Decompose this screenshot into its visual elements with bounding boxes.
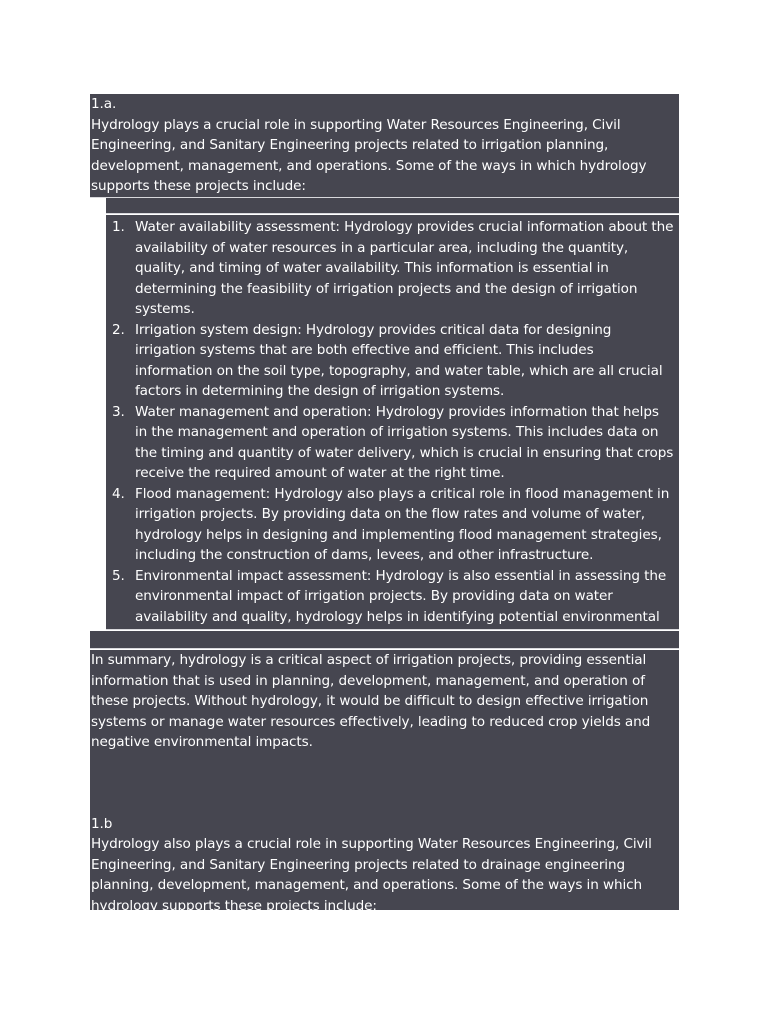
list-item-number: 3.: [112, 403, 125, 420]
list-item: [106, 484, 675, 566]
list-item-number: 4.: [112, 485, 125, 502]
section-b-intro-text: Hydrology also plays a crucial role in supporting Water Resources Engineering, Civil Engineering, and Sanitary Engineering projects related to drainage engineering planning, development, management, and operations. Some of the ways in which hydrology supports these projects include:: [91, 836, 652, 914]
section-a-intro-text: Hydrology plays a crucial role in supporting Water Resources Engineering, Civil Engineering, and Sanitary Engineering projects related to irrigation planning, development, management, and operations. Some of the ways in which hydrology supports these projects include:: [91, 116, 647, 194]
section-b-heading: 1.b: [91, 815, 113, 832]
section-a-summary-text: In summary, hydrology is a critical aspect of irrigation projects, providing essential information that is used in planning, development, management, and operation of these projects. Without hydrology, it would be difficult to design effective irrigation systems or manage water resources effectively, leading to reduced crop yields and negative environmental impacts.: [91, 652, 651, 750]
empty-lines-spacer: [91, 753, 677, 814]
section-a-intro-block: [90, 94, 679, 198]
section-a-numbered-list: [106, 215, 679, 630]
list-item-number: 2.: [112, 321, 125, 338]
list-item-number: 1.: [112, 219, 125, 235]
summary-and-section-b-block: [90, 650, 679, 914]
list-item-text: Water management and operation: Hydrology provides information that helps in the management and operation of irrigation systems. This includes data on the timing and quantity of water delivery, which is crucial in ensuring that crops receive the required amount of water at the right time.: [135, 403, 674, 481]
section-a-list-bottom-spacer: [90, 631, 679, 649]
list-item: [106, 217, 675, 320]
section-a-heading: 1.a.: [91, 96, 117, 112]
list-item-text: Flood management: Hydrology also plays a critical role in flood management in irrigation projects. By providing data on the flow rates and volume of water, hydrology helps in designing and implementing flood management strategies, including the construction of dams, levees, and other infrastructure.: [135, 485, 670, 563]
list-item-text: Irrigation system design: Hydrology provides critical data for designing irrigation systems that are both effective and efficient. This includes information on the soil type, topography, and water table, which are all crucial factors in determining the design of irrigation systems.: [135, 321, 663, 399]
list-item-text: Water availability assessment: Hydrology provides crucial information about the availability of water resources in a particular area, including the quantity, quality, and timing of water availability. This information is essential in determining the feasibility of irrigation projects and the design of irrigation systems.: [135, 219, 674, 317]
section-a-list-top-spacer: [106, 198, 679, 214]
list-item: [106, 320, 675, 402]
list-item-text: Environmental impact assessment: Hydrology is also essential in assessing the environmental impact of irrigation projects. By providing data on water availability and quality, hydrology helps in identifying potential environmental: [135, 567, 667, 625]
list-item-number: 5.: [112, 567, 125, 584]
list-item: [106, 402, 675, 484]
